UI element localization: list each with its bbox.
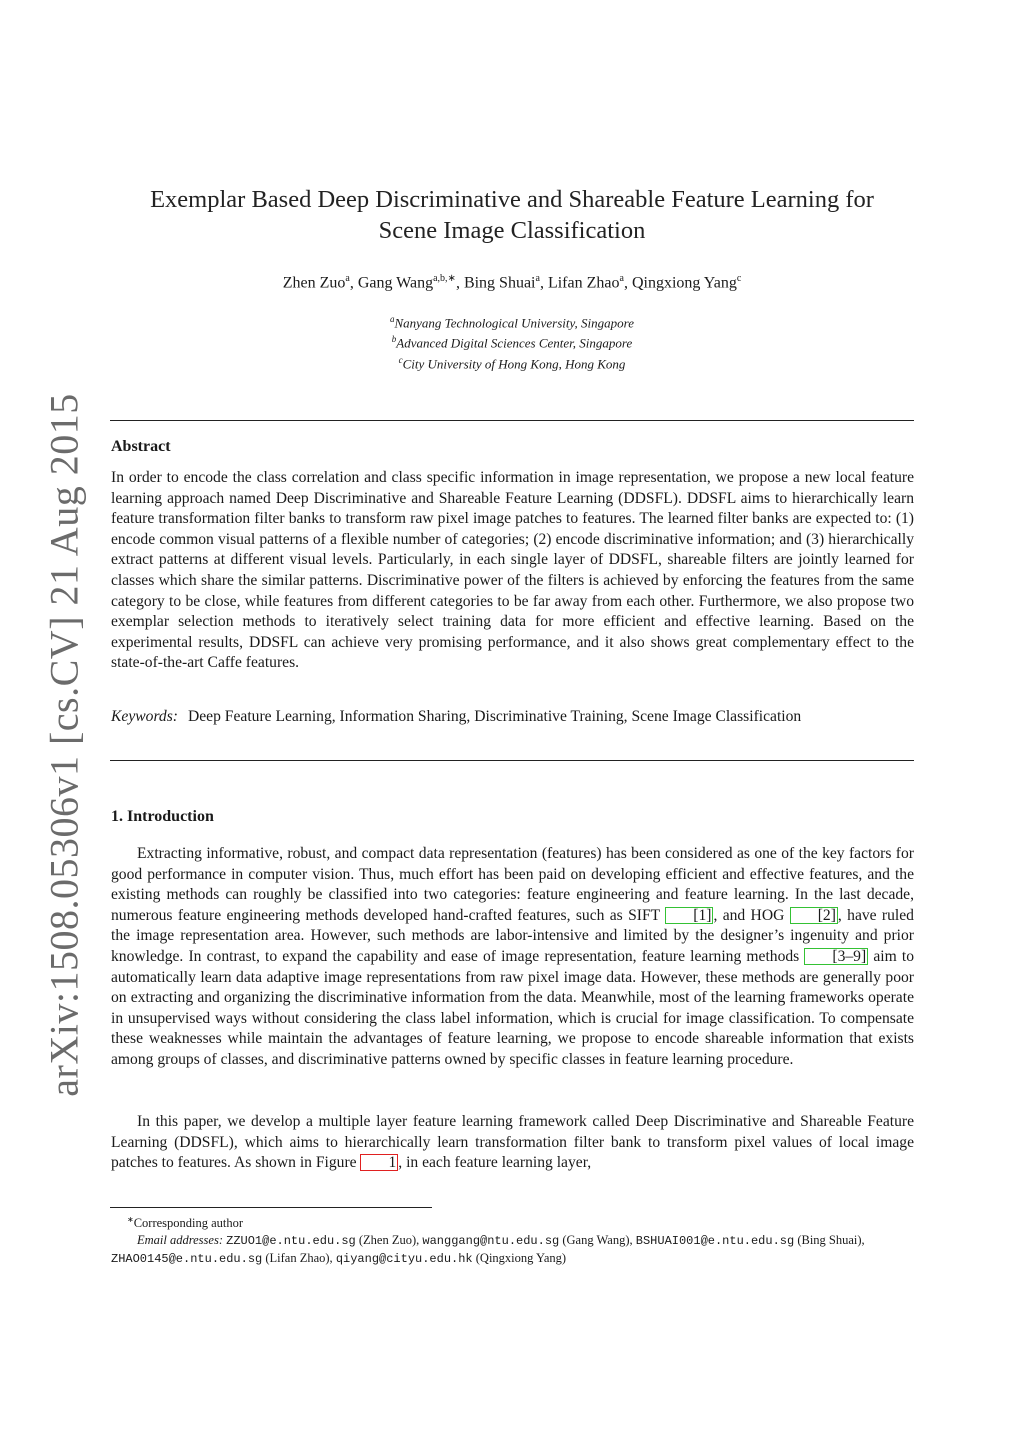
- author-affil-mark: a: [535, 273, 540, 284]
- footnote-rule: [110, 1207, 432, 1208]
- email-owner: (Bing Shuai),: [797, 1233, 865, 1248]
- author-name: Gang Wang: [357, 274, 434, 292]
- intro-paragraph-1: [111, 844, 914, 1071]
- citation-link[interactable]: [1]: [665, 907, 713, 924]
- footnote-text: Corresponding author: [133, 1216, 244, 1231]
- author-name: Lifan Zhao: [547, 274, 620, 292]
- paper-title: [110, 184, 914, 246]
- email-owner: (Zhen Zuo),: [358, 1233, 420, 1248]
- abstract-top-rule: [110, 420, 914, 421]
- paragraph-text: aim to automatically learn data adaptive image representations from raw pixel image data. However, these methods are generally poor on extracting and organizing the discriminative information from the data. Meanwhile, most of the learning frameworks operate in unsupervised ways without considering the class label information, which is crucial for image classification. To compensate these weaknesses while maintain the advantages of feature learning, we propose to encode shareable information that exists among groups of classes, and discriminative patterns owned by specific classes in feature learning procedure.: [111, 947, 914, 1068]
- author-list: Zhen Zuo$^a$, Gang Wang$^{a,b,∗}$, Bing Shuai$^a$, Lifan Zhao$^a$, Qingxiong Yang$^c$: [282, 273, 742, 292]
- author-affil-mark: a,b,∗: [433, 273, 456, 284]
- affiliation: [110, 311, 914, 331]
- corresponding-author-note: [111, 1211, 914, 1232]
- paragraph-text: , and HOG: [713, 906, 790, 924]
- abstract-body: In order to encode the class correlation and class specific information in image representation, we propose a new local feature learning approach named Deep Discriminative and Shareable Feature Learning (DDSFL). DDSFL aims to hierarchically learn feature transformation filter banks to transform raw pixel image patches to features. The learned filter banks are expected to: (1) encode common visual patterns of a flexible number of categories; (2) encode discriminative information; and (3) hierarchically extract patterns at different visual levels. Particularly, in each single layer of DDSFL, shareable filters are jointly learned for classes which share the similar patterns. Discriminative power of the filters is achieved by enforcing the features from the same category to be close, while features from different categories to be far away from each other. Furthermore, we also propose two exemplar selection methods to iteratively select training data for more efficient and effective learning. Based on the experimental results, DDSFL can achieve very promising performance, and it also shows great complementary effect to the state-of-the-art Caffe features.: [111, 469, 914, 672]
- title-line-1: Exemplar Based Deep Discriminative and Shareable Feature Learning for: [150, 186, 874, 213]
- footnote: [111, 1211, 914, 1268]
- arxiv-stamp-text: arXiv:1508.05306v1 [cs.CV] 21 Aug 2015: [41, 393, 87, 1097]
- keywords-label: Keywords:: [111, 708, 178, 725]
- affiliation-text: Nanyang Technological University, Singapore: [394, 315, 635, 331]
- email-link[interactable]: ZHAO0145@e.ntu.edu.sg: [111, 1252, 263, 1267]
- email-owner: (Gang Wang),: [562, 1233, 633, 1248]
- author-name: Qingxiong Yang: [631, 274, 737, 292]
- paragraph-text: , in each feature learning layer,: [398, 1154, 592, 1172]
- citation-link[interactable]: [2]: [790, 907, 838, 924]
- email-addresses: [111, 1232, 914, 1268]
- footnote-mark: ∗: [127, 1215, 134, 1224]
- paragraph-text: In this paper, we develop a multiple layer feature learning framework called Deep Discriminative and Shareable Feature Learning (DDSFL), which aims to hierarchically learn transformation filter bank to transform pixel values of local image patches to features. As shown in Figure: [111, 1113, 914, 1172]
- email-link[interactable]: qiyang@cityu.edu.hk: [335, 1252, 473, 1267]
- email-owner: (Qingxiong Yang): [475, 1251, 567, 1266]
- email-link[interactable]: wanggang@ntu.edu.sg: [422, 1234, 560, 1249]
- citation-link[interactable]: [3–9]: [804, 948, 868, 965]
- author-name: Bing Shuai: [463, 274, 536, 292]
- keywords: [111, 707, 914, 728]
- figure-reference-link[interactable]: 1: [360, 1154, 398, 1171]
- affiliation: [110, 331, 914, 351]
- author-name: Zhen Zuo: [282, 274, 346, 292]
- author-affil-mark: a: [345, 273, 350, 284]
- affiliation-text: City University of Hong Kong, Hong Kong: [402, 355, 626, 371]
- email-label: Email addresses:: [137, 1233, 223, 1248]
- affiliation-mark: b: [391, 334, 397, 345]
- abstract-heading: Abstract: [111, 438, 171, 455]
- email-owner: (Lifan Zhao),: [265, 1251, 333, 1266]
- title-line-2: Scene Image Classification: [378, 217, 646, 244]
- email-link[interactable]: BSHUAI001@e.ntu.edu.sg: [635, 1234, 795, 1249]
- section-heading: 1. Introduction: [111, 808, 214, 825]
- paragraph-text: Extracting informative, robust, and compact data representation (features) has been considered as one of the key factors for good performance in computer vision. Thus, much effort has been paid on developing efficient and effective features, and the existing methods can roughly be classified into two categories: feature engineering and feature learning. In the last decade, numerous feature engineering methods developed hand-crafted features, such as SIFT: [111, 845, 914, 924]
- keywords-text: Deep Feature Learning, Information Sharing, Discriminative Training, Scene Image Classification: [188, 708, 802, 725]
- email-link[interactable]: ZZUO1@e.ntu.edu.sg: [226, 1234, 356, 1249]
- author-affil-mark: c: [736, 273, 742, 284]
- affiliation-list: [110, 311, 914, 372]
- abstract-bottom-rule: [110, 760, 914, 761]
- affiliation: [110, 352, 914, 372]
- intro-paragraph-2: [111, 1112, 914, 1174]
- affiliation-text: Advanced Digital Sciences Center, Singapore: [396, 335, 633, 351]
- affiliation-mark: a: [389, 314, 395, 324]
- affiliation-mark: c: [398, 354, 403, 365]
- author-affil-mark: a: [619, 273, 624, 284]
- paragraph-text: , have ruled the image representation area. However, such methods are labor-intensive and limited by the designer’s ingenuity and prior knowledge. In contrast, to expand the capability and ease of image representation, feature learning methods: [111, 906, 914, 965]
